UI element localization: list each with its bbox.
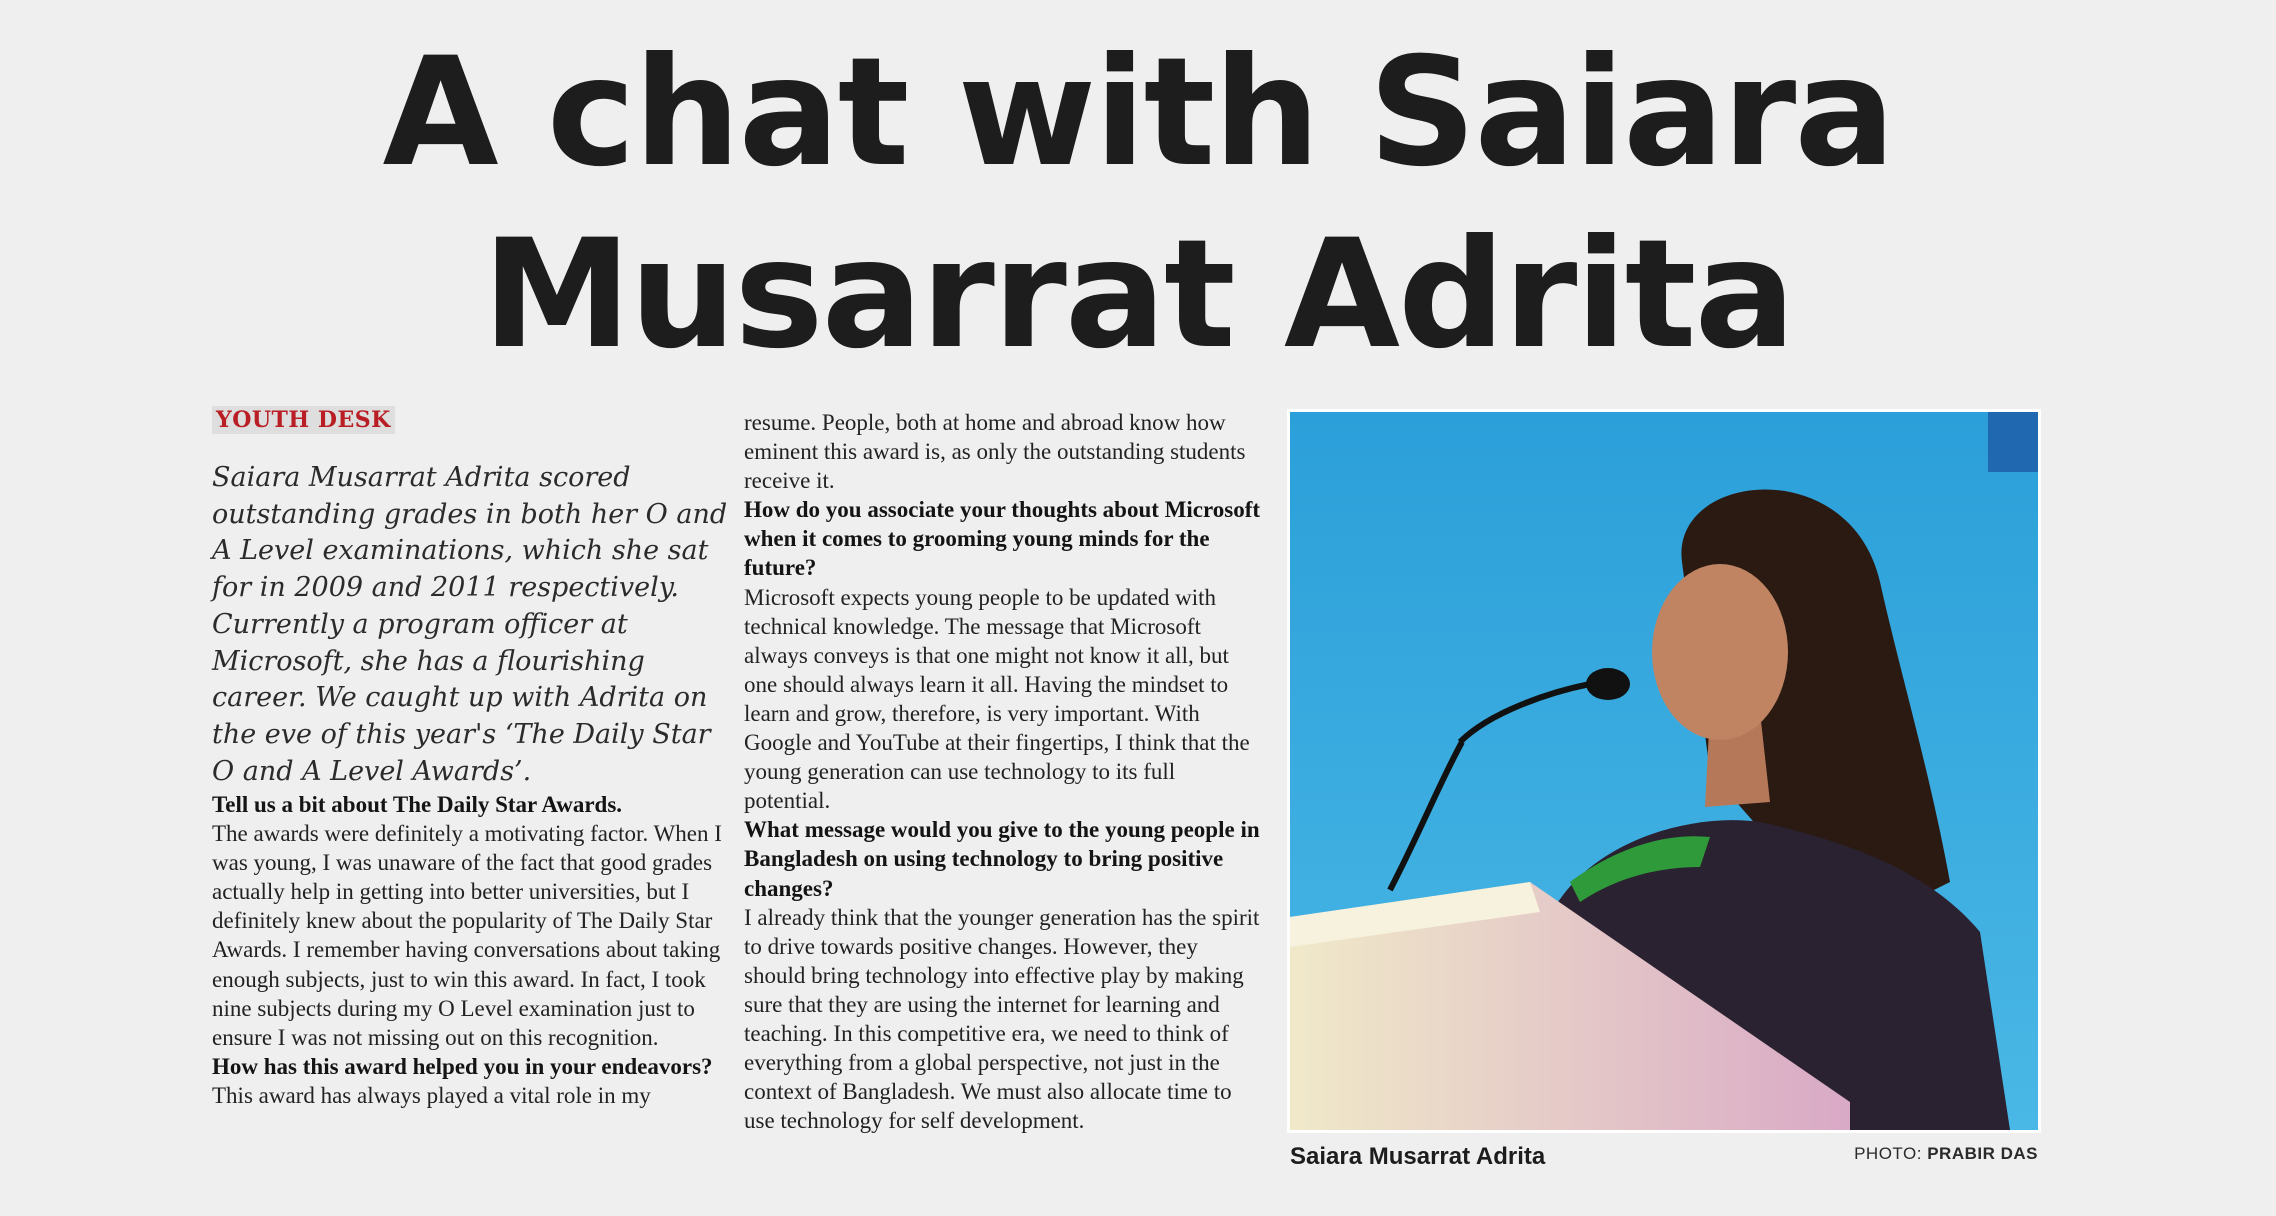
article-column-1	[212, 790, 732, 1110]
answer-2-end: resume. People, both at home and abroad know how eminent this award is, as only the outstanding students receive it.	[744, 410, 1246, 494]
question-2: How has this award helped you in your endeavors?	[212, 1053, 713, 1079]
answer-3: Microsoft expects young people to be updated with technical knowledge. The message that Microsoft always conveys is that one might not know it all, but one should always learn it all. Having the mindset to learn and grow, therefore, is very important. With Google and YouTube at their fingertips, I think that the young generation can use technology to its full potential.	[744, 584, 1250, 814]
answer-4: I already think that the younger generation has the spirit to drive towards positive changes. However, they should bring technology into effective play by making sure that they are using the internet for learning and teaching. In this competitive era, we need to think of everything from a global perspective, not just in the context of Bangladesh. We must also allocate time to use technology for self development.	[744, 904, 1260, 1134]
answer-1: The awards were definitely a motivating factor. When I was young, I was unaware of the fact that good grades actually help in getting into better universities, but I definitely knew about the popularity of The Daily Star Awards. I remember having conversations about taking enough subjects, just to win this award. In fact, I took nine subjects during my O Level examination just to ensure I was not missing out on this recognition.	[212, 821, 722, 1050]
question-1: Tell us a bit about The Daily Star Awards.	[212, 792, 623, 817]
article-column-2	[744, 408, 1264, 1135]
photo-caption: Saiara Musarrat Adrita	[1290, 1143, 1546, 1170]
headline-line-1: A chat with Saiara	[382, 26, 1894, 200]
portrait-photo	[1290, 412, 2038, 1130]
headline-line-2: Musarrat Adrita	[482, 208, 1794, 382]
answer-2-start: This award has always played a vital role in my	[212, 1082, 651, 1108]
photo-credit	[1854, 1144, 2038, 1164]
question-3: How do you associate your thoughts about Microsoft when it comes to grooming young minds for the future?	[744, 497, 1261, 581]
photo-credit-name: PRABIR DAS	[1927, 1144, 2038, 1163]
section-label: YOUTH DESK	[212, 406, 395, 434]
question-4: What message would you give to the young people in Bangladesh on using technology to bring positive changes?	[744, 817, 1260, 901]
photo-credit-label: PHOTO:	[1854, 1144, 1922, 1163]
headline	[0, 22, 2276, 386]
intro-paragraph: Saiara Musarrat Adrita scored outstanding grades in both her O and A Level examinations, which she sat for in 2009 and 2011 respectively. Currently a program officer at Microsoft, she has a flourishing career. We caught up with Adrita on the eve of this year's ‘The Daily Star O and A Level Awards’.	[212, 462, 728, 787]
